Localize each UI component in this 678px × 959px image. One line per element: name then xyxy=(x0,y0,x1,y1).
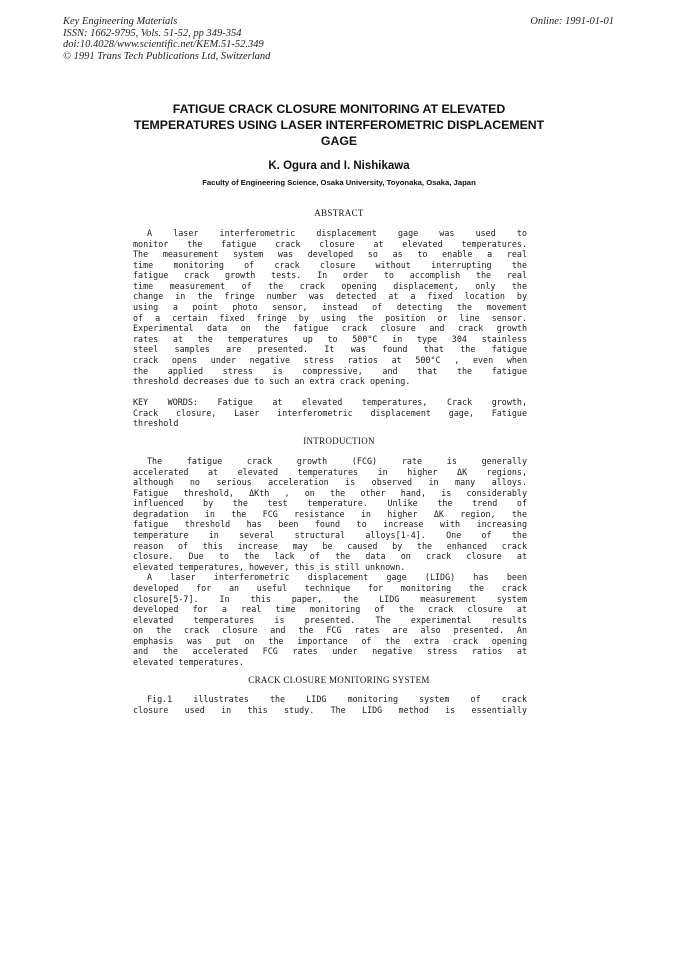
crack-closure-body xyxy=(133,694,527,715)
intro-line: emphasis was put on the importance of the extra crack opening xyxy=(133,635,527,646)
intro-line: degradation in the FCG resistance in higher ΔK region, the xyxy=(133,508,527,519)
intro-line: on the crack closure and the FCG rates are also presented. An xyxy=(133,625,527,636)
abstract-line: of a certain fixed fringe by using the position or line sensor. xyxy=(133,312,527,323)
intro-line: fatigue threshold has been found to increase with increasing xyxy=(133,519,527,530)
intro-line: elevated temperatures, however, this is still unknown. xyxy=(133,561,406,572)
crack-closure-heading: CRACK CLOSURE MONITORING SYSTEM xyxy=(248,675,430,685)
abstract-heading: ABSTRACT xyxy=(314,208,364,218)
keywords-line: threshold xyxy=(133,418,179,429)
affiliation: Faculty of Engineering Science, Osaka University, Toyonaka, Osaka, Japan xyxy=(202,178,476,187)
journal-header xyxy=(63,16,270,62)
issn-line: ISSN: 1662-9795, Vols. 51-52, pp 349-354 xyxy=(63,27,242,39)
introduction-body xyxy=(133,456,527,668)
abstract-line: threshold decreases due to such an extra crack opening. xyxy=(133,376,411,387)
authors: K. Ogura and I. Nishikawa xyxy=(268,160,410,172)
abstract-line: rates at the temperatures up to 500°C in type 304 stainless xyxy=(133,333,527,344)
abstract-line: The measurement system was developed so as to enable a real xyxy=(133,249,527,260)
crack-closure-line: Fig.1 illustrates the LIDG monitoring system of crack xyxy=(147,694,527,704)
abstract-line: using a point photo sensor, instead of detecting the movement xyxy=(133,302,527,313)
online-date xyxy=(530,16,614,28)
intro-line: developed for a real time monitoring of the crack closure at xyxy=(133,604,527,615)
doi-line: doi:10.4028/www.scientific.net/KEM.51-52.349 xyxy=(63,39,264,50)
abstract-line: crack opens under negative stress ratios at 500°C , even when xyxy=(133,354,527,365)
intro-line: elevated temperatures is presented. The experimental results xyxy=(133,614,527,625)
abstract-line: monitor the fatigue crack closure at elevated temperatures. xyxy=(133,238,527,249)
intro-line: Fatigue threshold, ΔKth , on the other hand, is considerably xyxy=(133,487,527,498)
title-line-3: GAGE xyxy=(320,134,358,148)
abstract-line: the applied stress is compressive, and that the fatigue xyxy=(133,365,527,376)
title-line-1: FATIGUE CRACK CLOSURE MONITORING AT ELEVATED xyxy=(172,102,506,116)
intro-line: influenced by the test temperature. Unlike the trend of xyxy=(133,498,527,509)
abstract-line: steel samples are presented. It was found that the fatigue xyxy=(133,344,527,355)
intro-line: closure[5-7]. In this paper, the LIDG measurement system xyxy=(133,593,527,604)
abstract-line: change in the fringe number was detected at a fixed location by xyxy=(133,291,527,302)
abstract-line: fatigue crack growth tests. In order to accomplish the real xyxy=(133,270,527,281)
abstract-line: time measurement of the crack opening displacement, only the xyxy=(133,280,527,291)
copyright-line: © 1991 Trans Tech Publications Ltd, Switzerland xyxy=(63,50,271,62)
title-line-2: TEMPERATURES USING LASER INTERFEROMETRIC DISPLACEMENT xyxy=(133,118,545,132)
keywords-line: Crack closure, Laser interferometric displacement gage, Fatigue xyxy=(133,407,527,418)
crack-closure-line: closure used in this study. The LIDG method is essentially xyxy=(133,704,527,715)
intro-line: reason of this increase may be caused by the enhanced crack xyxy=(133,540,527,551)
abstract-line: A laser interferometric displacement gage was used to xyxy=(147,228,527,238)
intro-line: and the accelerated FCG rates under negative stress ratios at xyxy=(133,646,527,657)
keywords-block xyxy=(133,397,527,429)
online-date-text: Online: 1991-01-01 xyxy=(530,16,614,27)
abstract-line: Experimental data on the fatigue crack closure and crack growth xyxy=(133,323,527,334)
intro-line: temperature in several structural alloys[1-4]. One of the xyxy=(133,530,527,541)
abstract-line: time monitoring of crack closure without interrupting the xyxy=(133,259,527,270)
intro-line: although no serious acceleration is observed in many alloys. xyxy=(133,477,527,488)
intro-line: The fatigue crack growth (FCG) rate is generally xyxy=(147,456,527,466)
intro-line: accelerated at elevated temperatures in higher ΔK regions, xyxy=(133,466,527,477)
intro-line: developed for an useful technique for monitoring the crack xyxy=(133,582,527,593)
intro-line: closure. Due to the lack of the data on crack closure at xyxy=(133,551,527,562)
intro-line: A laser interferometric displacement gage (LIDG) has been xyxy=(147,572,527,583)
paper-title xyxy=(100,101,578,149)
journal-name: Key Engineering Materials xyxy=(63,16,178,27)
keywords-line: KEY WORDS: Fatigue at elevated temperatures, Crack growth, xyxy=(133,397,527,407)
abstract-body xyxy=(133,228,527,387)
introduction-heading: INTRODUCTION xyxy=(303,436,375,446)
intro-line: elevated temperatures. xyxy=(133,656,244,667)
